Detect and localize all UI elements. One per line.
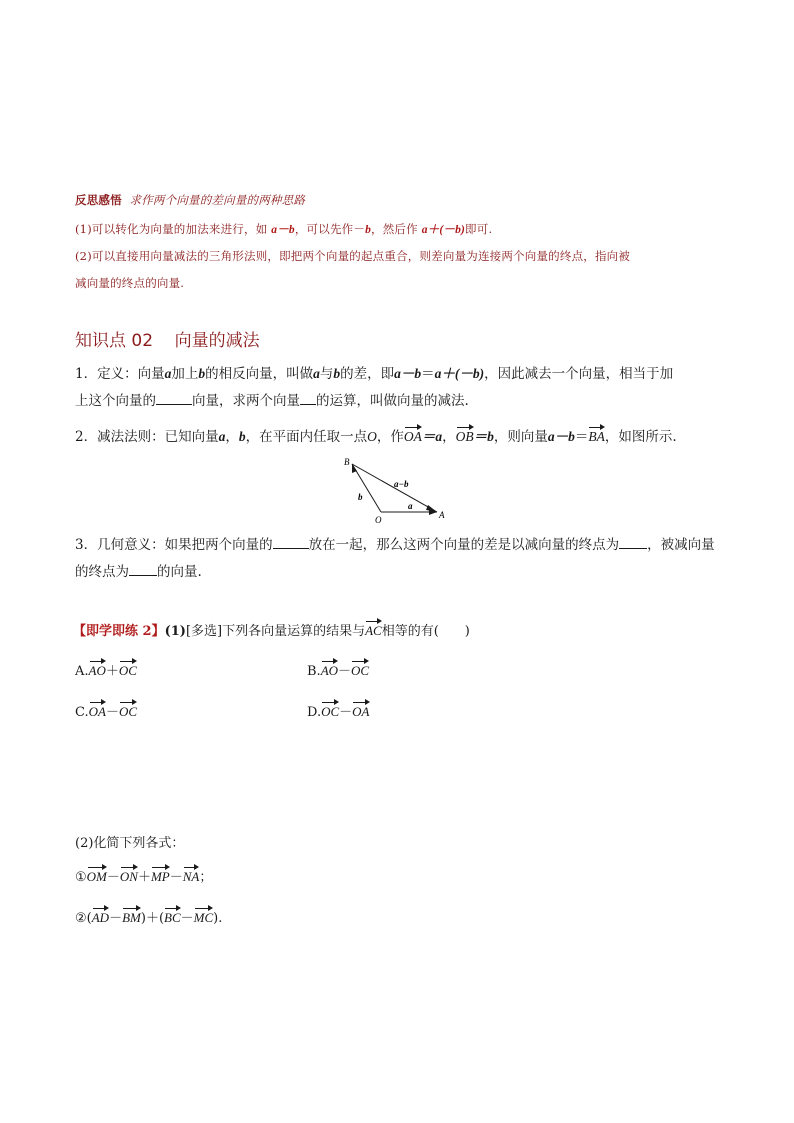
part2-title: (2)化简下列各式：	[75, 836, 185, 851]
reflection-subtitle: 求作两个向量的差向量的两种思路	[129, 193, 306, 207]
section-number: 知识点 02	[75, 331, 154, 351]
reflection-title-line	[75, 192, 305, 208]
definition-line-1: 1．定义：向量a加上b的相反向量，叫做a与b的差，即a－b＝a＋(－b)，因此减去一个向量，相当于加	[75, 366, 674, 382]
arrowhead-a-minus-b	[426, 505, 437, 512]
fill-blank[interactable]	[273, 536, 309, 549]
section-heading	[75, 326, 260, 351]
definition-line-2: 上这个向量的 向量，求两个向量 的运算，叫做向量的减法.	[75, 393, 469, 409]
label-b: b	[358, 492, 363, 502]
label-a: a	[408, 501, 413, 511]
option-c[interactable]: C.OA－OC	[75, 704, 138, 720]
reflection-title: 反思感悟	[75, 193, 122, 207]
option-a[interactable]: A.AO＋OC	[75, 663, 137, 679]
vector-subtraction-figure	[340, 452, 460, 528]
label-a-minus-b: a−b	[394, 479, 409, 489]
exercise-tag: 【即学即练 2】	[73, 624, 165, 639]
fill-blank[interactable]	[619, 536, 647, 549]
geometry-line-1: 3．几何意义：如果把两个向量的 放在一起，那么这两个向量的差是以减向量的终点为 ，被减向量	[75, 537, 715, 553]
fill-blank[interactable]	[156, 392, 192, 405]
geometry-line-2: 的终点为 的向量.	[75, 564, 202, 580]
reflection-line-3: 减向量的终点的向量.	[75, 276, 185, 290]
reflection-line-2: (2)可以直接用向量减法的三角形法则，即把两个向量的起点重合，则差向量为连接两个向量的终点，指向被	[75, 249, 631, 263]
option-b[interactable]: B.AO－OC	[307, 663, 370, 679]
label-A: A	[439, 510, 445, 520]
subtraction-rule: 2．减法法则：已知向量a，b，在平面内任取一点O，作OA＝a，OB＝b，则向量a－b＝BA，如图所示.	[75, 429, 677, 445]
fill-blank[interactable]	[129, 563, 157, 576]
simplify-item-2: ②(AD－BM)＋(BC－MC).	[75, 910, 223, 926]
exercise-question: 【即学即练 2】(1)[多选]下列各向量运算的结果与AC相等的有( )	[73, 623, 470, 639]
simplify-item-1: ①OM－ON＋MP－NA；	[75, 869, 213, 885]
reflection-line-1: (1)可以转化为向量的加法来进行，如 a－b，可以先作－b，然后作 a＋(－b)即可.	[75, 222, 493, 236]
fill-blank[interactable]	[300, 392, 316, 405]
label-B: B	[344, 457, 350, 467]
section-title: 向量的减法	[174, 331, 260, 351]
label-O: O	[375, 515, 382, 525]
option-d[interactable]: D.OC－OA	[307, 704, 370, 720]
